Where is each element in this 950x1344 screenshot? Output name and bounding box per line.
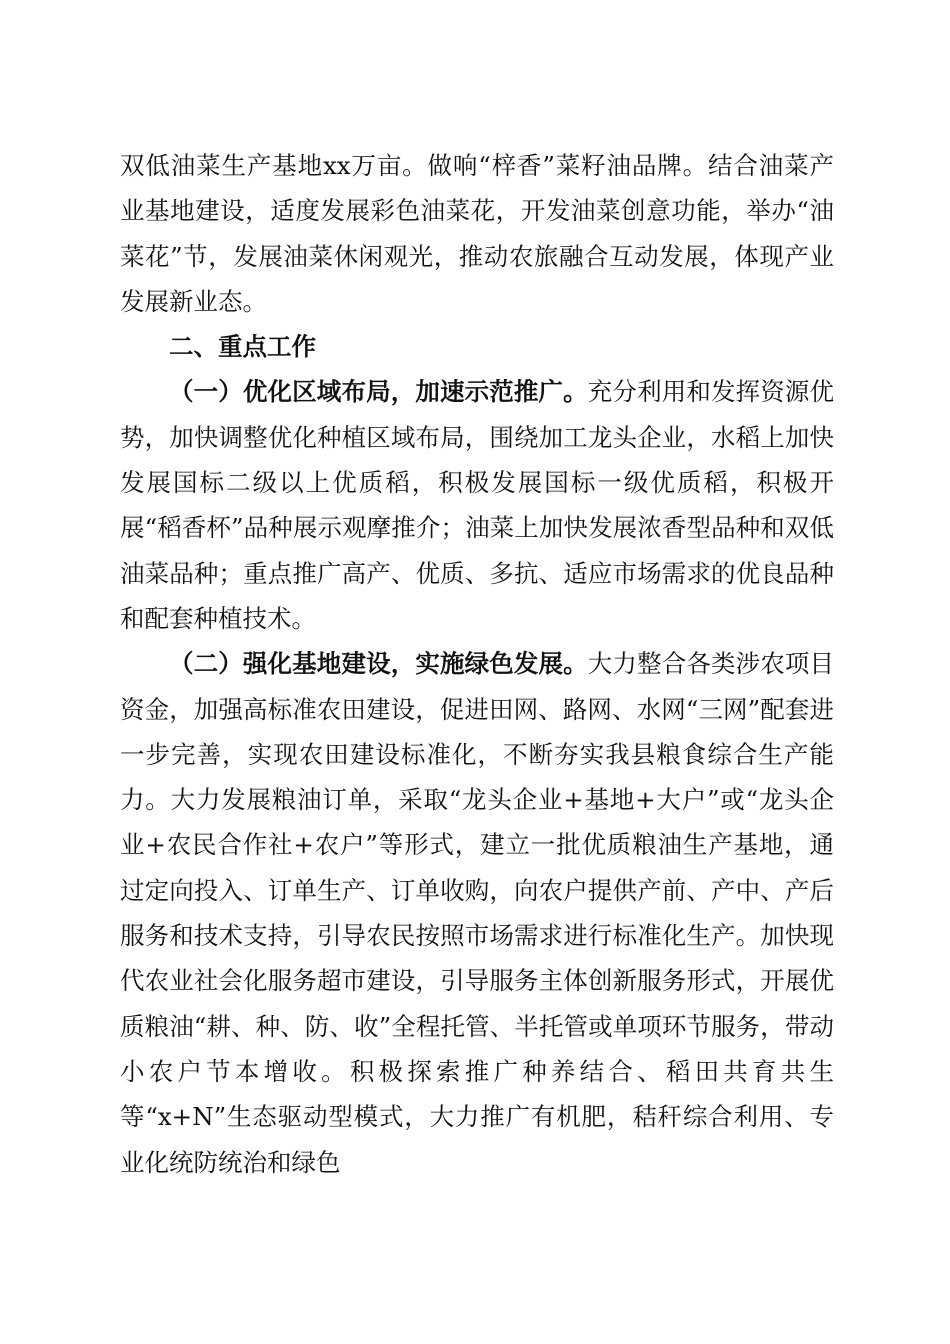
item-1-paragraph <box>120 369 834 641</box>
document-page <box>120 143 834 1185</box>
item-2-paragraph <box>120 641 834 1185</box>
item-1-lead: （一）优化区域布局，加速示范推广。 <box>169 377 588 407</box>
intro-paragraph: 双低油菜生产基地xx万亩。做响“梓香”菜籽油品牌。结合油菜产业基地建设，适度发展彩色油菜花，开发油菜创意功能，举办“油菜花”节，发展油菜休闲观光，推动农旅融合互动发展，体现产业发展新业态。 <box>120 151 834 316</box>
item-1-body: 充分利用和发挥资源优势，加快调整优化种植区域布局，围绕加工龙头企业，水稻上加快发展国标二级以上优质稻，积极发展国标一级优质稻，积极开展“稻香杯”品种展示观摩推介；油菜上加快发展浓香型品种和双低油菜品种；重点推广高产、优质、多抗、适应市场需求的优良品种和配套种植技术。 <box>120 377 835 633</box>
section-heading: 二、重点工作 <box>169 332 316 362</box>
item-2-lead: （二）强化基地建设，实施绿色发展。 <box>169 649 588 679</box>
item-2-body: 大力整合各类涉农项目资金，加强高标准农田建设，促进田网、路网、水网“三网”配套进一步完善，实现农田建设标准化，不断夯实我县粮食综合生产能力。大力发展粮油订单，采取“龙头企业+基地+大户”或“龙头企业+农民合作社+农户”等形式，建立一批优质粮油生产基地，通过定向投入、订单生产、订单收购，向农户提供产前、产中、产后服务和技术支持，引导农民按照市场需求进行标准化生产。加快现代农业社会化服务超市建设，引导服务主体创新服务形式，开展优质粮油“耕、种、防、收”全程托管、半托管或单项环节服务，带动小农户节本增收。积极探索推广种养结合、稻田共育共生等“x+N”生态驱动型模式，大力推广有机肥，秸秆综合利用、专业化统防统治和绿色 <box>120 649 835 1177</box>
